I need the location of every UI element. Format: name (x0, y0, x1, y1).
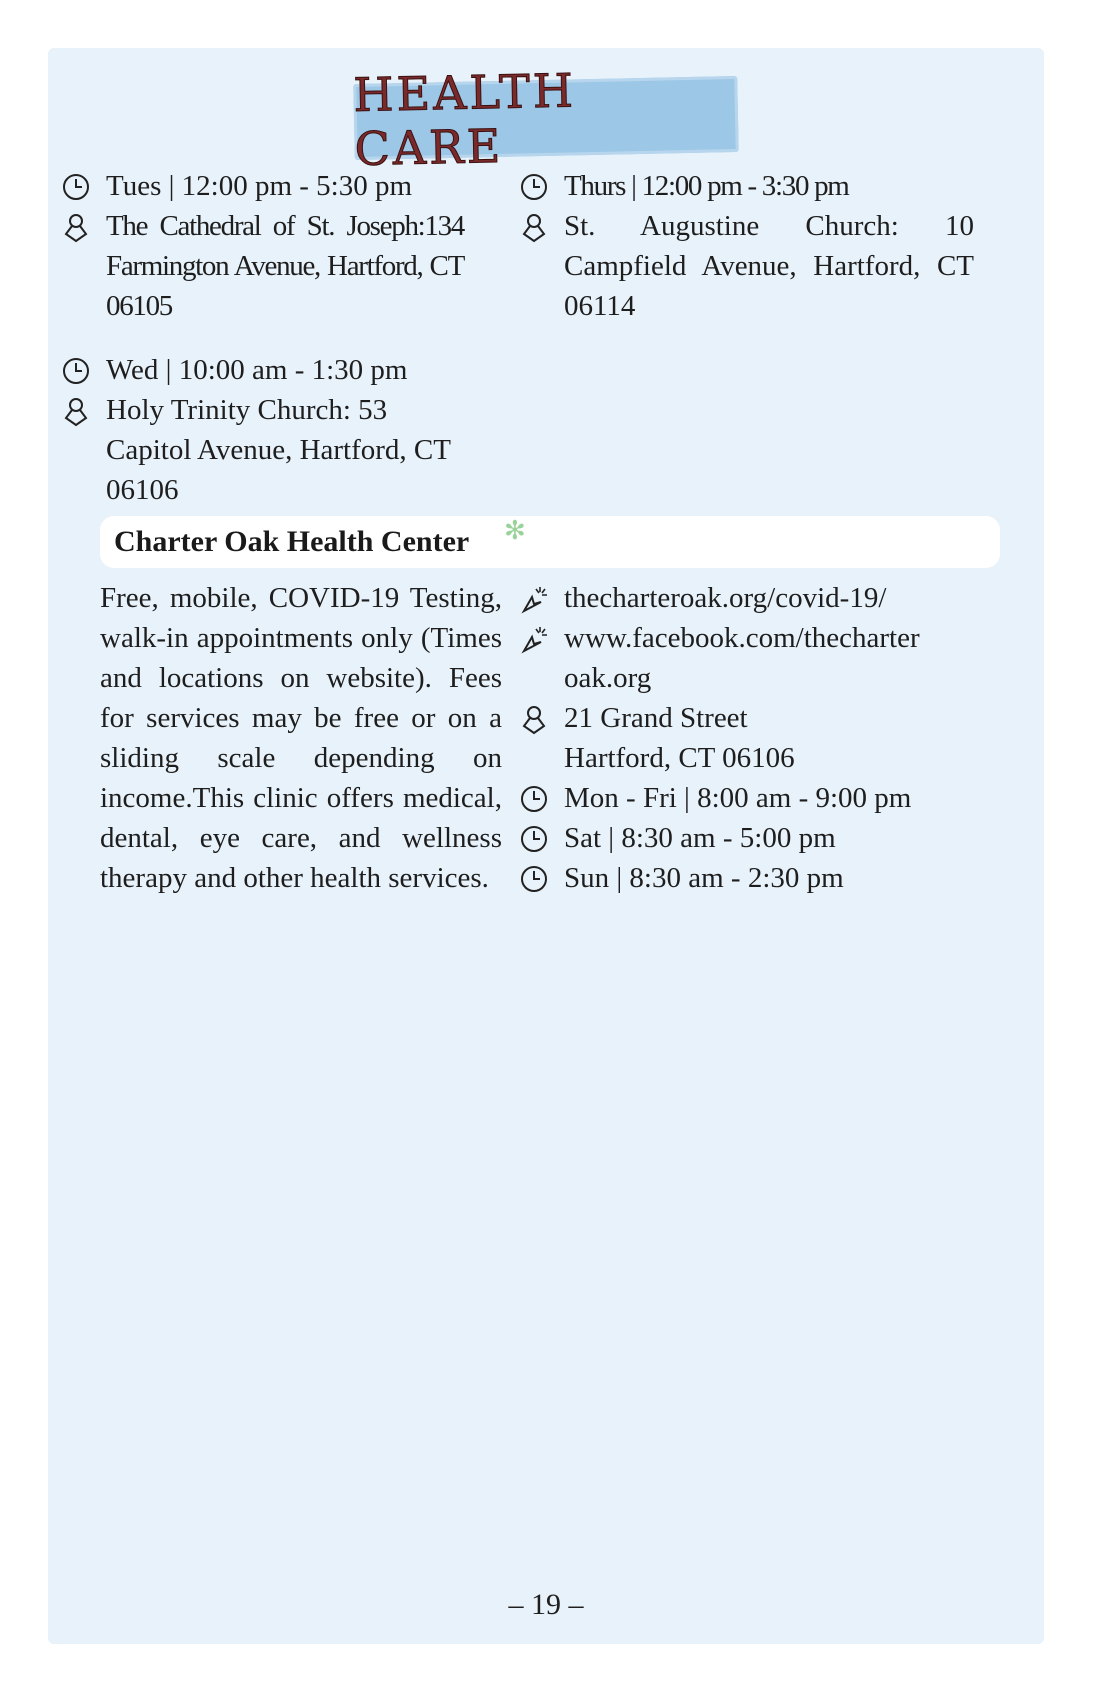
schedule-tues (60, 166, 464, 326)
facebook-row[interactable] (518, 618, 994, 698)
provider-description: Free, mobile, COVID-19 Testing, walk-in appointments only (Times and locations on website). Fees for services may be free or on a sliding scale depending on income.This clinic offers medical, dental, eye care, and wellness therapy and other health services. (100, 582, 502, 894)
address-line: 21 Grand Street (564, 702, 748, 734)
provider-name: Charter Oak Health Center (114, 525, 470, 558)
page-number: – 19 – (508, 1588, 584, 1621)
hours-text: Sat | 8:30 am - 5:00 pm (564, 822, 836, 854)
section-heading: HEALTH CARE (352, 63, 577, 177)
schedule-time-row (518, 166, 974, 206)
clock-icon (518, 171, 550, 203)
schedule-time: Tues | 12:00 pm - 5:30 pm (106, 170, 413, 202)
clock-icon (518, 863, 550, 895)
asterisk-icon: ✻ (504, 516, 526, 545)
hours-text: Sun | 8:30 am - 2:30 pm (564, 862, 844, 894)
schedule-time: Thurs | 12:00 pm - 3:30 pm (564, 170, 849, 202)
health-care-banner (352, 63, 739, 177)
schedule-time: Wed | 10:00 am - 1:30 pm (106, 354, 408, 386)
schedule-time-row (60, 166, 464, 206)
schedule-time-row (60, 350, 464, 390)
clock-icon (60, 355, 92, 387)
location-pin-icon (60, 395, 92, 427)
hours-row (518, 778, 994, 818)
schedule-location: The Cathedral of St. Joseph:134 Farmington Avenue, Hartford, CT 06105 (106, 210, 464, 322)
schedule-thurs (518, 166, 974, 326)
website-link[interactable]: thecharteroak.org/covid-19/ (564, 582, 887, 614)
address-line: Hartford, CT 06106 (564, 742, 795, 774)
schedule-location-row (518, 206, 974, 326)
location-pin-icon (518, 703, 550, 735)
clock-icon (518, 783, 550, 815)
facebook-link[interactable]: www.facebook.com/thecharter oak.org (564, 622, 920, 694)
website-row[interactable] (518, 578, 994, 618)
provider-contact (518, 578, 994, 898)
brochure-page (48, 48, 1044, 1644)
clock-icon (60, 171, 92, 203)
hours-row (518, 818, 994, 858)
click-cursor-icon (518, 623, 550, 655)
address-row (518, 698, 994, 778)
location-pin-icon (518, 211, 550, 243)
click-cursor-icon (518, 583, 550, 615)
location-pin-icon (60, 211, 92, 243)
clock-icon (518, 823, 550, 855)
schedule-location-row (60, 390, 464, 510)
hours-row (518, 858, 994, 898)
schedule-location: St. Augustine Church: 10 Campfield Avenue, Hartford, CT 06114 (564, 210, 974, 322)
hours-text: Mon - Fri | 8:00 am - 9:00 pm (564, 782, 912, 814)
schedule-location-row (60, 206, 464, 326)
schedule-location: Holy Trinity Church: 53 Capitol Avenue, Hartford, CT 06106 (106, 394, 451, 506)
schedule-wed (60, 350, 464, 510)
